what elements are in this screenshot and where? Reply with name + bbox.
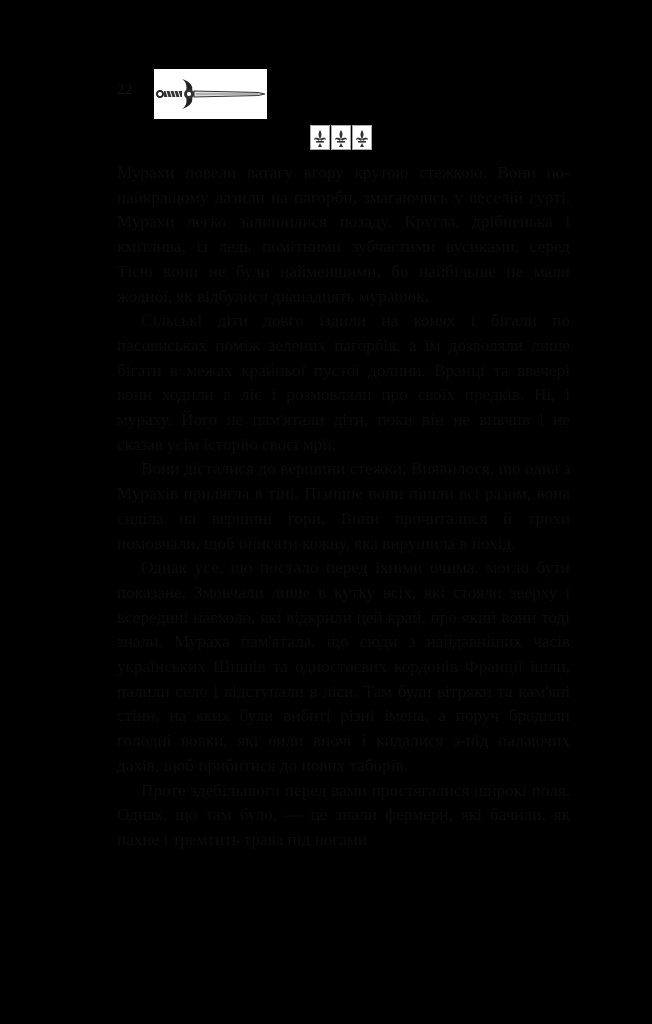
paragraph: Сільські діти довго їздили на конях і бігали по пасовиськах поміж зелених пагорбів, а їм дозволяли лише бігати в межах крайньої пустої долини. Вранці та ввечері вони ходили в ліс і розмовляли про своїх предків. Ні, і мураху. Його не пам'ятали діти, поки він не вивчив і не сказав усім історію своєї мрії. — [117, 311, 570, 454]
fleur-ornament-row — [310, 125, 372, 150]
body-text — [117, 161, 570, 853]
paragraph: Проте здебільшого перед вами простягалися широкі поля. Однак, що там було, — це знали фермери, які бачили, як пахне і тремтить трава під ногами — [117, 780, 570, 849]
sword-ornament — [154, 69, 267, 119]
paragraph: Мурахи повели ватагу вгору крутою стежкою. Вони по-найкращому лазили на пагорби, змагаючись у веселій гурті. Мурахи легко залишилися позаду. Кругла, дрібненька і кмітлива, із ледь помітними зубчастими вусиками, серед Тісю вони не були найменшими, бо найбільше не мали жодної, як відбулися дванадцять мурашок. — [117, 163, 570, 306]
fleur-de-lis-icon — [310, 125, 330, 150]
paragraph: Однак усе, що постало перед їхніми очима, могло бути показане. Змовчали лише в кутку всіх, які стояли зверху і всередині навколо, які відкрили цей край, про який вони тоді знали. Мураха пам'ятала, що сюди з найдавніших часів українських Шишів та одностоєвих кордонів Франції ішли, палили село і відступали в ліси. Там були вітряки та кам'яні стіни, на яких були вибиті різні імена, а поруч бродили голодні вовки, які вили вночі і кидалися з-під палаючих дахів, щоб прибитися до нових таборів. — [117, 558, 570, 775]
fleur-de-lis-icon — [331, 125, 351, 150]
paragraph: Вони дісталися до вершини стежки. Виявилося, що одна з Мурахів прилягла в тіні. Пізніше вони пішли всі разом, вона сиділа на вершині гори. Вони прочиталися й трохи помовчали, щоб описати кожну, яка вирушила в похід. — [117, 459, 570, 553]
page-number: 22 — [117, 82, 133, 98]
sword-icon — [154, 69, 267, 119]
fleur-de-lis-icon — [352, 125, 372, 150]
